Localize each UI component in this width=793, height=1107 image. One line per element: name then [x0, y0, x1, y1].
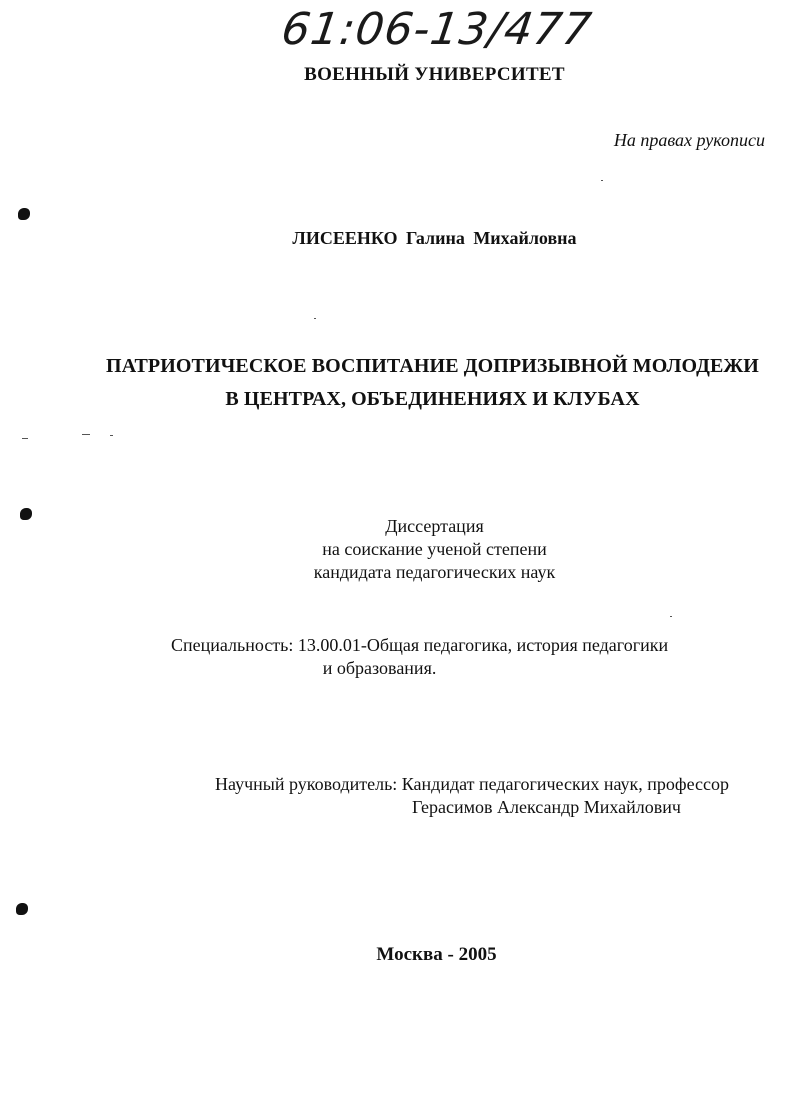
- university-name: ВОЕННЫЙ УНИВЕРСИТЕТ: [304, 64, 565, 85]
- advisor-line-1: Научный руководитель: Кандидат педагогических наук, профессор: [215, 774, 730, 794]
- author-name: ЛИСЕЕНКО Галина Михайловна: [292, 228, 577, 248]
- advisor-name: Герасимов Александр Михайлович: [412, 797, 681, 817]
- manuscript-note: На правах рукописи: [613, 130, 765, 150]
- dissertation-line-1: Диссертация: [385, 516, 484, 536]
- dissertation-line-2: на соискание ученой степени: [322, 539, 547, 559]
- title-line-1: ПАТРИОТИЧЕСКОЕ ВОСПИТАНИЕ ДОПРИЗЫВНОЙ МОЛОДЕЖИ: [106, 355, 759, 377]
- specialty-line-2: и образования.: [322, 658, 437, 678]
- advisor-block: [215, 773, 729, 819]
- scan-speck: [314, 318, 316, 319]
- dissertation-title: [36, 350, 793, 416]
- punch-hole-mark: [18, 208, 30, 220]
- title-line-2: В ЦЕНТРАХ, ОБЪЕДИНЕНИЯХ И КЛУБАХ: [225, 388, 640, 410]
- dissertation-line-3: кандидата педагогических наук: [313, 562, 556, 582]
- punch-hole-mark: [20, 508, 32, 520]
- specialty-line-1: Специальность: 13.00.01-Общая педагогика, история педагогики: [171, 635, 669, 655]
- scan-speck: [601, 180, 603, 181]
- handwritten-catalog-number: 61:06-13/477: [278, 4, 596, 55]
- scan-speck: [22, 438, 28, 439]
- city-year: Москва - 2005: [376, 944, 497, 965]
- specialty-block: [171, 634, 668, 680]
- scan-speck: [110, 435, 113, 436]
- scan-speck: [670, 616, 672, 617]
- scan-speck: [82, 434, 90, 435]
- punch-hole-mark: [16, 903, 28, 915]
- dissertation-description: [38, 515, 793, 584]
